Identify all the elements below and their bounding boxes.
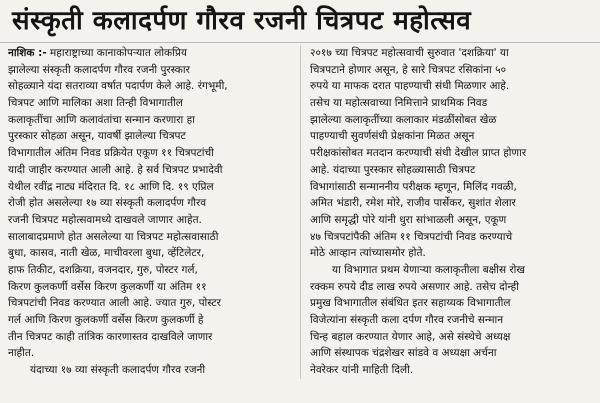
text-line: बुधा, कासव, नाती खेळ, माचीवरला बुधा, व्हेंटिलेटर, (8, 247, 205, 260)
text-line: झालेल्या कलाकृतींच्या कलाकार मंडळींसोबत खेळ (310, 113, 497, 126)
text-line: यादी जाहीर करण्यात आली आहे. हे सर्व चित्रपट प्रभादेवी (8, 163, 223, 176)
text-line: गर्ल आणि किरण कुलकर्णी वर्सेस किरण कुलकर्णी हे (8, 314, 204, 326)
text-line: तीन चित्रपट काही तांत्रिक कारणास्तव दाखविले जाणार (8, 330, 213, 343)
text-line: रजनी चित्रपट महोत्सवामध्ये दाखवले जाणार आहेत. (8, 213, 202, 226)
text-line: विभागातील अंतिम निवड प्रक्रियेत एकूण ११ चित्रपटांची (8, 147, 214, 160)
text-line: ४७ चित्रपटांपैकी अंतिम ११ चित्रपटांची निवड करण्याचे (310, 230, 513, 243)
text-line: विभागांसाठी सन्माननीय परीक्षक म्हणून, मिलिंद गवळी, (310, 180, 517, 193)
text-line: झालेल्या संस्कृती कलादर्पण गौरव रजनी पुरस्कार (8, 63, 190, 76)
text-line: तसेच या महोत्सवाच्या निमित्ताने प्राथमिक निवड (310, 97, 488, 110)
text-line: परीक्षकांसोबत मतदान करण्याची संधी देखील प्राप्त होणार (310, 147, 527, 160)
text-line: चित्रपट आणि मालिका अशा तिन्ही विभागातील (8, 97, 183, 110)
text-line: नाहीत. (8, 347, 35, 360)
text-line: रुपये या माफक दरात पाहण्याची संधी मिळणार आहे. (310, 80, 510, 93)
text-line: अमित भंडारी, रमेश मोरे, राजीव पार्सेकर, सुशांत शेलार (310, 197, 516, 210)
text-line: पाहण्याची सुवर्णसंधी प्रेक्षकांना मिळत असून (310, 130, 475, 143)
text-line: येथील रवींद्र नाट्य मंदिरात दि. १८ आणि दि. १९ एप्रिल (8, 180, 214, 193)
text-line: २०१७ च्या चित्रपट महोत्सवाची सुरुवात 'दशक्रिया' या (310, 47, 509, 59)
text-line: नेवरेकर यांनी माहिती दिली. (310, 364, 414, 377)
headline: संस्कृती कलादर्पण गौरव रजनी चित्रपट महोत्सव (0, 0, 600, 43)
text-line: रोजी होत असलेल्या १७ व्या संस्कृती कलादर्पण गौरव (8, 197, 207, 210)
text-line: चिन्ह बहाल करण्यात येणार आहे, असे संस्थेचे अध्यक्ष (310, 330, 511, 343)
text-line: रक्कम रुपये दीड लाख रुपये असणार आहे. तसेच दोन्ही (310, 280, 519, 293)
text-line: कलाकृतींचा आणि कलावंतांचा सन्मान करणारा हा (8, 113, 195, 126)
text-line: आहे. यंदाच्या पुरस्कार सोहळ्यासाठी चित्रपट (310, 163, 476, 176)
article-body (0, 43, 600, 379)
right-column (301, 45, 594, 379)
left-column (8, 45, 301, 379)
text-line: मोठे आव्हान त्यांच्यासमोर होते. (310, 247, 426, 260)
dateline: नाशिक :- (8, 47, 47, 59)
text-line: विजेत्यांना संस्कृती कला दर्पण गौरव रजनीचे सन्मान (310, 314, 504, 326)
text-line: पुरस्कार सोहळा असून, यावर्षी झालेल्या चित्रपट (8, 130, 186, 143)
text-line: आणि संस्थापक चंद्रशेखर सांडवे व अध्यक्षा अर्चना (310, 347, 497, 360)
text-line: प्रमुख विभागातील संबंधित इतर सहाय्यक विभागातील (310, 297, 511, 310)
text-line: यंदाच्या १७ व्या संस्कृती कलादर्पण गौरव रजनी (30, 364, 206, 377)
text-line: चित्रपटाने होणार असून, हे सारे चित्रपट रसिकांना ५० (310, 63, 507, 76)
text-line: हाफ तिकीट, दशक्रिया, वजनदार, गुरु, पोस्टर गर्ल, (8, 263, 198, 276)
text-line: आणि समृद्धी पोरे यांनी धुरा सांभाळली असून, एकूण (310, 213, 507, 226)
text-line: महाराष्ट्राच्या कानाकोपऱ्यात लोकप्रिय (46, 47, 187, 59)
text-line: किरण कुलकर्णी वर्सेस किरण कुलकर्णी या अंतिम ११ (8, 280, 207, 293)
text-line: चित्रपटांची निवड करण्यात आली आहे. ज्यात गुरु, पोस्टर (8, 297, 221, 310)
text-line: सोहळ्याने यंदा सतराव्या वर्षात पदार्पण केले आहे. रंगभूमी, (8, 80, 228, 93)
text-line: या विभागात प्रथम येणाऱ्या कलाकृतीला बक्षीस रोख (332, 263, 525, 276)
text-line: सालाबादप्रमाणे होत असलेल्या या चित्रपट महोत्सवासाठी (8, 230, 219, 243)
